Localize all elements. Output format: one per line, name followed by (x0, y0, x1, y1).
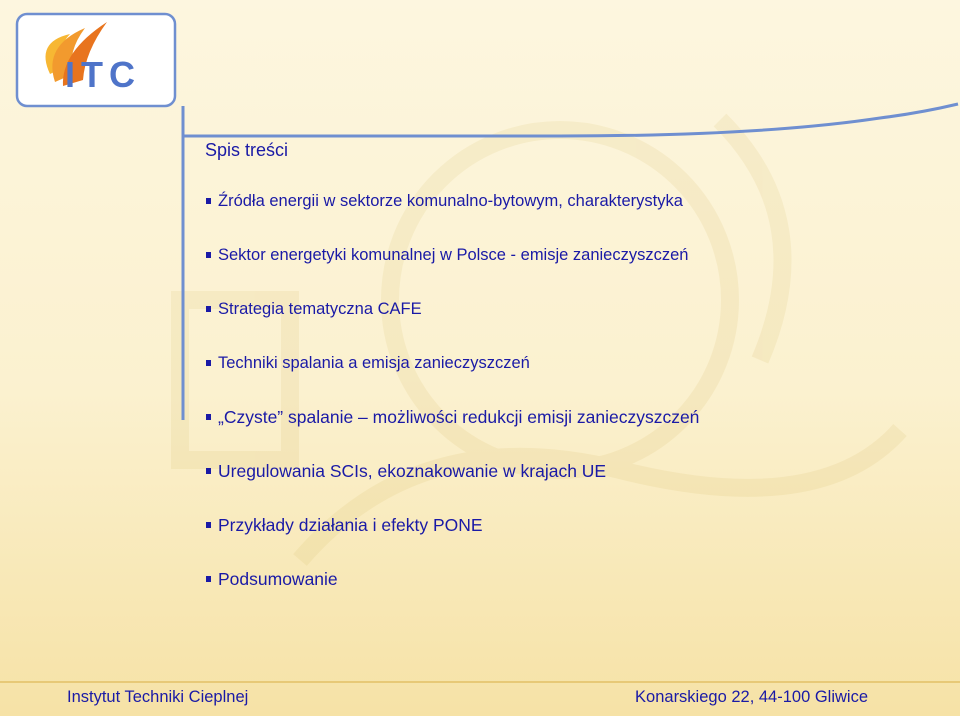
itc-logo (15, 12, 177, 108)
square-bullet-icon (206, 468, 211, 474)
toc-item-label: Strategia tematyczna CAFE (218, 300, 422, 318)
toc-item-label: Podsumowanie (218, 569, 338, 589)
toc-item (206, 568, 699, 622)
square-bullet-icon (206, 522, 211, 528)
toc-item (206, 460, 699, 514)
square-bullet-icon (206, 576, 211, 582)
toc-item-label: Przykłady działania i efekty PONE (218, 515, 483, 535)
toc-item (206, 298, 699, 352)
toc-item-label: Uregulowania SCIs, ekoznakowanie w krajach UE (218, 461, 607, 481)
footer-institute: Instytut Techniki Cieplnej (67, 688, 249, 706)
slide-title: Spis treści (205, 140, 289, 160)
toc-item-label: „Czyste” spalanie – możliwości redukcji emisji zanieczyszczeń (218, 407, 700, 427)
toc-item (206, 514, 699, 568)
logo-text: ITC (65, 54, 141, 95)
toc-item (206, 352, 699, 406)
toc-item (206, 406, 699, 460)
square-bullet-icon (206, 306, 211, 312)
square-bullet-icon (206, 414, 211, 420)
table-of-contents (206, 190, 699, 622)
footer-address: Konarskiego 22, 44-100 Gliwice (635, 688, 868, 706)
toc-item-label: Techniki spalania a emisja zanieczyszczeń (218, 354, 530, 372)
square-bullet-icon (206, 360, 211, 366)
square-bullet-icon (206, 198, 211, 204)
slide-footer (0, 682, 960, 716)
toc-item-label: Sektor energetyki komunalnej w Polsce - emisje zanieczyszczeń (218, 246, 689, 264)
toc-item (206, 244, 699, 298)
toc-item (206, 190, 699, 244)
toc-item-label: Źródła energii w sektorze komunalno-bytowym, charakterystyka (218, 192, 683, 210)
square-bullet-icon (206, 252, 211, 258)
